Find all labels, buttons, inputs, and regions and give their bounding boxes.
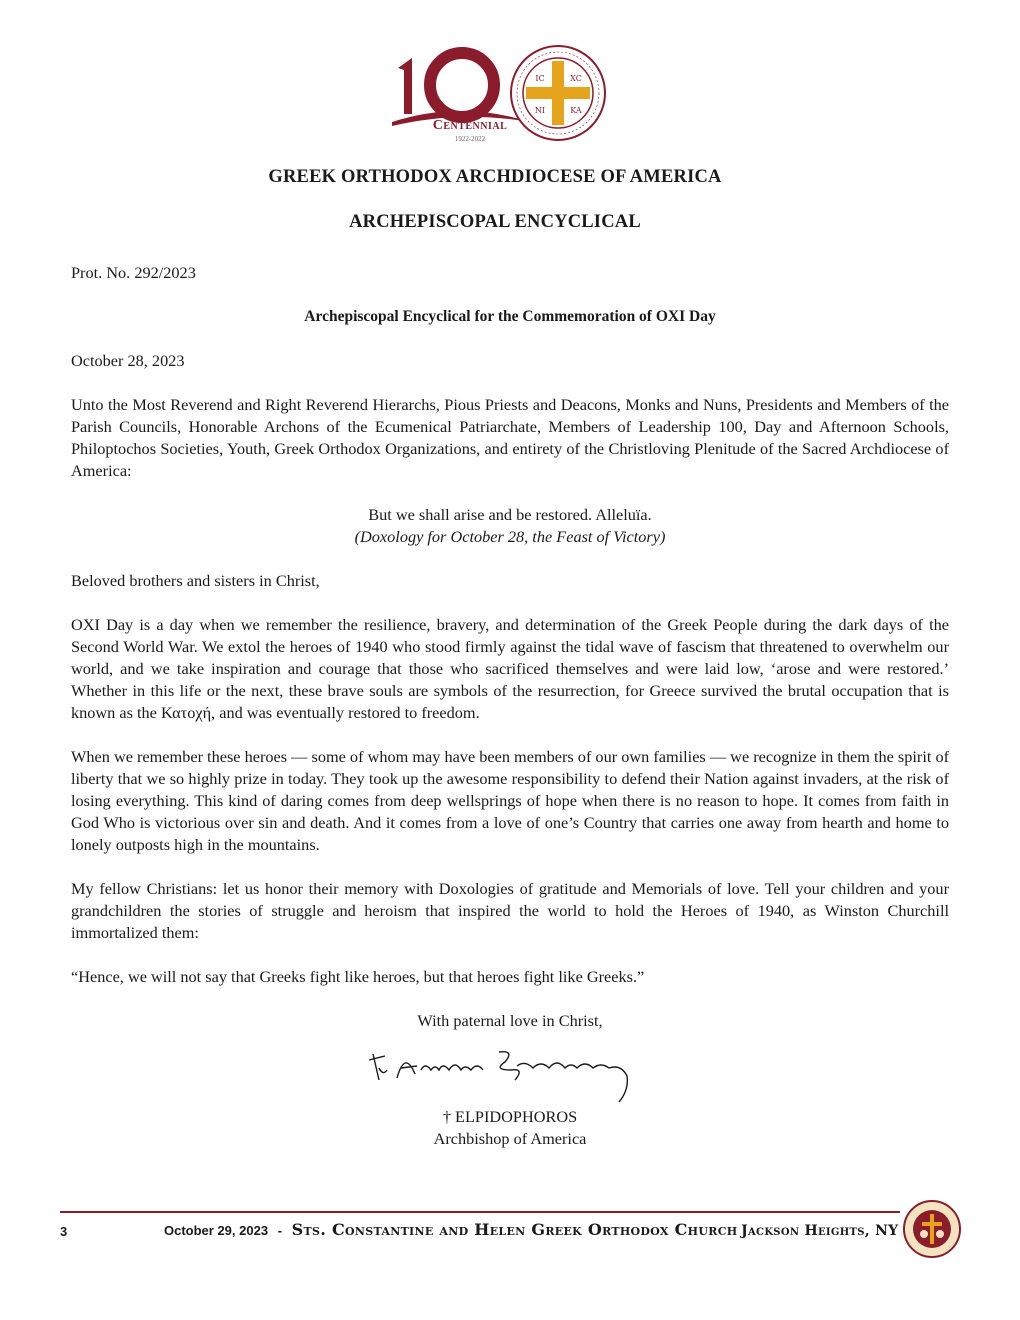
body-paragraph: OXI Day is a day when we remember the resilience, bravery, and determination of the Greek People during the dark days of the Second World War. We extol the heroes of 1940 who stood firmly against the tidal wave of fascism that threatened to overwhelm our world, and we take inspiration and courage that those who sacrificed themselves and were laid low, ‘arose and were restored.’ Whether in this life or the next, these brave souls are symbols of the resurrection, for Greece survived the brutal occupation that is known as the Κατοχή, and was eventually restored to freedom. xyxy=(71,615,949,722)
footer-text xyxy=(164,1220,898,1239)
salutation: Beloved brothers and sisters in Christ, xyxy=(71,571,320,590)
centennial-logo xyxy=(390,40,610,145)
doc-type-heading: ARCHEPISCOPAL ENCYCLICAL xyxy=(349,212,641,232)
valediction: With paternal love in Christ, xyxy=(417,1011,603,1030)
prot-number: Prot. No. 292/2023 xyxy=(71,263,196,282)
signatory-name: † ELPIDOPHOROS xyxy=(442,1107,578,1126)
centennial-label: Centennial xyxy=(432,118,508,133)
footer-separator: - xyxy=(277,1223,283,1238)
svg-text:NI: NI xyxy=(534,106,546,115)
letter-date: October 28, 2023 xyxy=(71,351,185,370)
subject-line: Archepiscopal Encyclical for the Commemoration of OXI Day xyxy=(304,308,716,325)
svg-text:XC: XC xyxy=(570,74,582,83)
body-paragraph: When we remember these heroes — some of whom may have been members of our own families — we recognize in them the spirit of liberty that we so highly prize in today. They took up the awesome responsibility to defend their Nation against invaders, at the risk of losing everything. This kind of daring comes from deep wellsprings of hope when there is no reason to hope. It comes from faith in God Who is victorious over sin and death. And it comes from a love of one’s Country that carries one away from hearth and home to lonely outposts high in the mountains. xyxy=(71,747,950,854)
footer-church-name: Sts. Constantine and Helen Greek Orthodox Church xyxy=(291,1220,738,1239)
handwritten-signature xyxy=(365,1040,640,1105)
footer-date: October 29, 2023 xyxy=(164,1223,269,1238)
footer-location: Jackson Heights, NY xyxy=(741,1223,899,1239)
centennial-years: 1922-2022 xyxy=(454,135,486,143)
church-seal-icon xyxy=(903,1200,961,1258)
signatory-title: Archbishop of America xyxy=(433,1129,587,1148)
page-number: 3 xyxy=(60,1224,68,1239)
archdiocese-seal-icon xyxy=(508,43,608,143)
body-paragraph: My fellow Christians: let us honor their memory with Doxologies of gratitude and Memorials of love. Tell your children and your grandchildren the stories of struggle and heroism that inspired the world to hold the Heroes of 1940, as Winston Churchill immortalized them: xyxy=(71,879,949,942)
churchill-quote: “Hence, we will not say that Greeks fight like heroes, but that heroes fight like Greeks.” xyxy=(71,967,645,986)
epigraph-line: But we shall arise and be restored. Alleluïa. xyxy=(368,505,652,524)
svg-text:KA: KA xyxy=(570,106,582,115)
svg-text:IC: IC xyxy=(535,74,545,83)
org-heading: GREEK ORTHODOX ARCHDIOCESE OF AMERICA xyxy=(268,167,722,187)
address-paragraph: Unto the Most Reverend and Right Reverend Hierarchs, Pious Priests and Deacons, Monks and Nuns, Presidents and Members of the Parish Councils, Honorable Archons of the Ecumenical Patriarchate, Members of Leadership 100, Day and Afternoon Schools, Philoptochos Societies, Youth, Greek Orthodox Organizations, and entirety of the Christloving Plenitude of the Sacred Archdiocese of America: xyxy=(71,395,949,480)
epigraph-source: (Doxology for October 28, the Feast of Victory) xyxy=(354,527,666,546)
footer-rule xyxy=(60,1211,900,1213)
